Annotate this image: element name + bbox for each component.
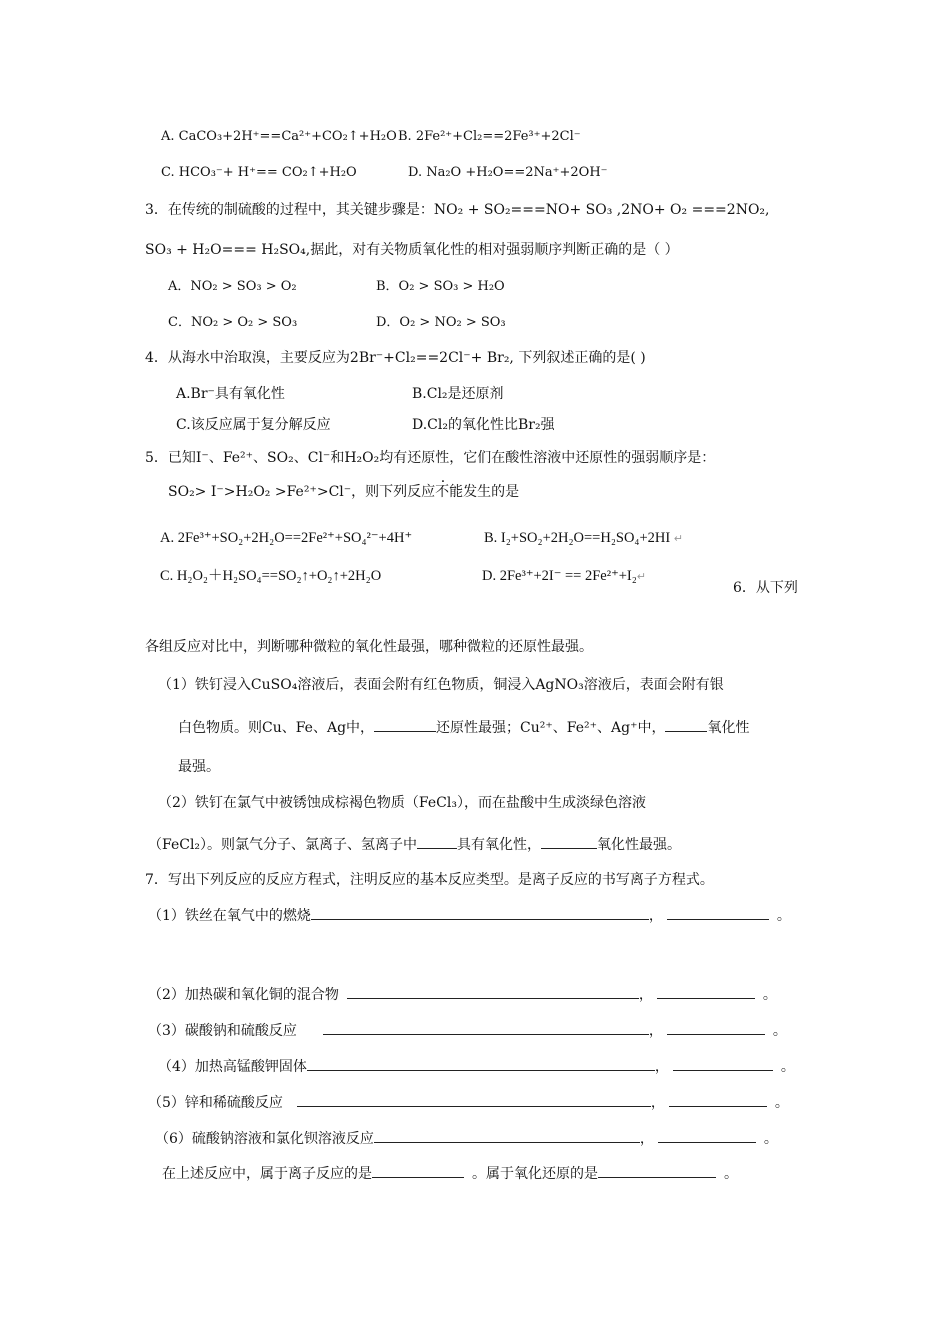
q5-stem: 5．已知I⁻、Fe²⁺、SO₂、Cl⁻和H₂O₂均有还原性，它们在酸性溶液中还原性的强弱顺序是：: [145, 450, 716, 466]
q3-option-b: B．O₂ > SO₃ > H₂O: [376, 279, 505, 294]
reaction-type-blank[interactable]: [669, 1091, 767, 1107]
q2-option-a: A. CaCO₃+2H⁺==Ca²⁺+CO₂↑+H₂O: [161, 129, 397, 144]
q7-period: 。: [776, 908, 791, 924]
q7-period: 。: [780, 1059, 795, 1075]
q6-part2-line1: （2）铁钉在氯气中被锈蚀成棕褐色物质（FeCl₃），而在盐酸中生成淡绿色溶液: [158, 795, 646, 811]
q7-summary: [162, 1162, 738, 1184]
q7-item: [148, 904, 791, 926]
equation-blank[interactable]: [374, 1127, 640, 1143]
answer-blank[interactable]: [417, 833, 457, 849]
q5-option-d: [482, 566, 646, 587]
q2-option-b: B. 2Fe²⁺+Cl₂==2Fe³⁺+2Cl⁻: [398, 129, 581, 144]
q3-stem-line2: SO₃ + H₂O=== H₂SO₄,据此，对有关物质氧化性的相对强弱顺序判断正确的是（ ）: [145, 242, 679, 258]
q7-stem: 7．写出下列反应的反应方程式，注明反应的基本反应类型。是离子反应的书写离子方程式。: [145, 872, 714, 888]
q7-summary-text3: 。: [724, 1166, 738, 1182]
q7-item: [148, 983, 777, 1005]
q4-option-b: B.Cl₂是还原剂: [412, 386, 504, 402]
q5-order-line: [168, 482, 519, 502]
q4-option-d: D.Cl₂的氧化性比Br₂强: [412, 417, 555, 433]
q7-period: 。: [772, 1023, 787, 1039]
q7-comma: ，: [654, 1059, 669, 1075]
equation-blank[interactable]: [347, 983, 639, 999]
reaction-type-blank[interactable]: [667, 904, 769, 920]
q7-item-label: （4）加热高锰酸钾固体: [158, 1059, 307, 1075]
q7-comma: ，: [648, 908, 663, 924]
equation-blank[interactable]: [311, 904, 649, 920]
q6-part1-line2: [178, 716, 749, 738]
q6-part2-text1: （FeCl₂）。则氯气分子、氯离子、氢离子中: [148, 837, 418, 853]
return-mark-icon: ↵: [673, 533, 684, 545]
answer-blank[interactable]: [665, 716, 707, 732]
q6-part2-text2: 具有氧化性，: [457, 837, 542, 853]
equation-blank[interactable]: [323, 1019, 649, 1035]
q7-item-label: （2）加热碳和氧化铜的混合物: [148, 987, 339, 1003]
q5-option-b: [484, 528, 683, 549]
q5-option-b-text: B. I₂+SO₂+2H₂O==H₂SO₄+2HI: [484, 530, 671, 546]
q6-part1-text1: 白色物质。则Cu、Fe、Ag中，: [178, 720, 375, 736]
q7-period: 。: [762, 987, 777, 1003]
q7-period: 。: [774, 1095, 789, 1111]
reaction-type-blank[interactable]: [667, 1019, 765, 1035]
q5-option-d-text: D. 2Fe³⁺+2I⁻ == 2Fe²⁺+I₂: [482, 568, 637, 584]
q6-part2-text3: 氧化性最强。: [597, 837, 682, 853]
q7-item-label: （5）锌和稀硫酸反应: [148, 1095, 283, 1111]
q7-item-label: （1）铁丝在氧气中的燃烧: [148, 908, 311, 924]
q3-option-a: A．NO₂ > SO₃ > O₂: [168, 279, 297, 294]
return-mark-icon: ↵: [636, 571, 647, 583]
q2-option-c: C. HCO₃⁻+ H⁺== CO₂↑+H₂O: [161, 165, 357, 180]
reaction-type-blank[interactable]: [657, 983, 755, 999]
q4-stem: 4．从海水中治取溴，主要反应为2Br⁻+Cl₂==2Cl⁻+ Br₂, 下列叙述正确的是( ): [145, 350, 646, 366]
q7-summary-text2: 。属于氧化还原的是: [472, 1166, 598, 1182]
q5-order-text: SO₂> I⁻>H₂O₂ >Fe²⁺>Cl⁻，则下列反应: [168, 484, 436, 500]
q7-item-label: （3）碳酸钠和硫酸反应: [148, 1023, 297, 1039]
q7-comma: ，: [639, 1131, 654, 1147]
answer-blank[interactable]: [541, 833, 597, 849]
q7-comma: ，: [650, 1095, 665, 1111]
q3-stem-line1: 3．在传统的制硫酸的过程中，其关键步骤是：NO₂ + SO₂===NO+ SO₃ ,2NO+ O₂ ===2NO₂,: [145, 202, 770, 218]
q5-option-c: C. H₂O₂＋H₂SO₄==SO₂↑+O₂↑+2H₂O: [160, 568, 382, 584]
q6-start: 6．从下列: [733, 580, 798, 596]
q7-item: [148, 1019, 787, 1041]
q5-not-emphasis: 不: [435, 484, 450, 500]
q4-option-a: A.Br⁻具有氧化性: [176, 386, 285, 402]
q6-part2-line2: [148, 833, 681, 855]
redox-reactions-blank[interactable]: [598, 1162, 716, 1178]
q7-item-label: （6）硫酸钠溶液和氯化钡溶液反应: [155, 1131, 374, 1147]
q7-summary-text1: 在上述反应中，属于离子反应的是: [162, 1166, 372, 1182]
q3-option-c: C．NO₂ > O₂ > SO₃: [168, 315, 298, 330]
q6-part1-text3: 氧化性: [707, 720, 750, 736]
reaction-type-blank[interactable]: [658, 1127, 756, 1143]
equation-blank[interactable]: [307, 1055, 655, 1071]
q7-period: 。: [763, 1131, 778, 1147]
ionic-reactions-blank[interactable]: [372, 1162, 464, 1178]
q6-part1-line1: （1）铁钉浸入CuSO₄溶液后，表面会附有红色物质，铜浸入AgNO₃溶液后，表面会附有银: [158, 677, 724, 693]
q7-item: [155, 1127, 778, 1149]
q7-item: [148, 1091, 789, 1113]
q7-comma: ，: [648, 1023, 663, 1039]
q5-option-a: A. 2Fe³⁺+SO₂+2H₂O==2Fe²⁺+SO₄²⁻+4H⁺: [160, 530, 413, 546]
q7-item: [158, 1055, 795, 1077]
q6-part1-line3: 最强。: [178, 759, 220, 775]
equation-blank[interactable]: [297, 1091, 651, 1107]
q2-option-d: D. Na₂O +H₂O==2Na⁺+2OH⁻: [408, 165, 608, 180]
q6-stem: 各组反应对比中，判断哪种微粒的氧化性最强，哪种微粒的还原性最强。: [145, 639, 593, 655]
q6-part1-text2: 还原性最强；Cu²⁺、Fe²⁺、Ag⁺中，: [436, 720, 666, 736]
q7-comma: ，: [638, 987, 653, 1003]
q4-option-c: C.该反应属于复分解反应: [176, 417, 331, 433]
answer-blank[interactable]: [374, 716, 436, 732]
q5-tail-text: 能发生的是: [449, 484, 520, 500]
q3-option-d: D．O₂ > NO₂ > SO₃: [376, 315, 506, 330]
reaction-type-blank[interactable]: [673, 1055, 773, 1071]
